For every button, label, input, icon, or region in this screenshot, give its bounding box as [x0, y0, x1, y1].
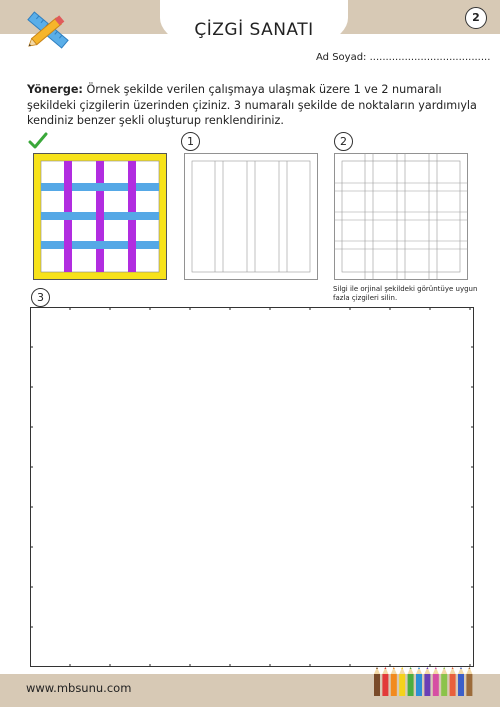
grid-dot [31, 386, 33, 388]
colored-pencils-icon [372, 666, 476, 698]
example-figure [33, 153, 167, 280]
pencil-point [376, 667, 378, 669]
grid-dot [309, 664, 311, 666]
pencil-point [435, 667, 437, 669]
grid-dot [349, 308, 351, 310]
checkmark-icon [28, 132, 48, 150]
grid-dot [149, 308, 151, 310]
pencil-point [426, 667, 428, 669]
grid-dot [31, 626, 33, 628]
grid-dot [109, 308, 111, 310]
pencil-point [452, 667, 454, 669]
name-field-label: Ad Soyad: ...................................... [316, 52, 491, 63]
grid-dot [309, 308, 311, 310]
grid-dot [471, 586, 473, 588]
pencil-point [468, 667, 470, 669]
grid-dot [469, 308, 471, 310]
pencil-point [443, 667, 445, 669]
grid-dot [471, 626, 473, 628]
instruction-body: Örnek şekilde verilen çalışmaya ulaşmak üzere 1 ve 2 numaralı şekildeki çizgilerin üzerinden çiziniz. 3 numaralı şekilde de noktaların yardımıyla kendiniz benzer şekli oluşturup renklendiriniz. [27, 83, 477, 127]
footer-website[interactable]: www.mbsunu.com [26, 681, 132, 695]
step-2-badge: 2 [334, 132, 353, 151]
grid-dot [109, 664, 111, 666]
figure-2 [334, 153, 468, 280]
grid-dot [471, 466, 473, 468]
step-3-badge: 3 [31, 288, 50, 307]
instruction-text [27, 82, 482, 129]
grid-dot [471, 346, 473, 348]
grid-dot [349, 664, 351, 666]
pencil-point [460, 667, 462, 669]
pencil-point [393, 667, 395, 669]
drawing-area[interactable] [30, 307, 474, 667]
grid-dot [229, 308, 231, 310]
pencil [433, 674, 439, 696]
grid-dot [31, 586, 33, 588]
pencil-point [410, 667, 412, 669]
page-number-badge: 2 [465, 7, 487, 29]
grid-dot [149, 664, 151, 666]
pencil-point [418, 667, 420, 669]
grid-dot [189, 308, 191, 310]
pencil [424, 674, 430, 696]
grid-dot [69, 308, 71, 310]
grid-dot [31, 546, 33, 548]
pencil-ruler-icon [22, 6, 74, 54]
grid-dot [471, 386, 473, 388]
grid-dot [471, 546, 473, 548]
eraser-note: Silgi ile orjinal şekildeki görüntüye uygun fazla çizgileri silin. [333, 285, 478, 302]
grid-dot [189, 664, 191, 666]
grid-dot [69, 664, 71, 666]
grid-dot [269, 664, 271, 666]
pencil [382, 674, 388, 696]
pencil [441, 674, 447, 696]
grid-dot [31, 426, 33, 428]
page-title: ÇİZGİ SANATI [194, 20, 314, 40]
grid-dot [269, 308, 271, 310]
grid-dot [31, 506, 33, 508]
grid-dot [31, 466, 33, 468]
grid-dot [471, 506, 473, 508]
pencil [374, 674, 380, 696]
pencil-point [384, 667, 386, 669]
instruction-lead: Yönerge: [27, 83, 83, 96]
pencil-point [401, 667, 403, 669]
pencil [399, 674, 405, 696]
pencil [458, 674, 464, 696]
grid-dot [31, 346, 33, 348]
figure-1 [184, 153, 318, 280]
pencil [466, 674, 472, 696]
pencil [450, 674, 456, 696]
grid-dot [389, 308, 391, 310]
pencil [391, 674, 397, 696]
pencil [408, 674, 414, 696]
step-1-badge: 1 [181, 132, 200, 151]
grid-dot [229, 664, 231, 666]
pencil [416, 674, 422, 696]
grid-dot [429, 308, 431, 310]
grid-dot [471, 426, 473, 428]
